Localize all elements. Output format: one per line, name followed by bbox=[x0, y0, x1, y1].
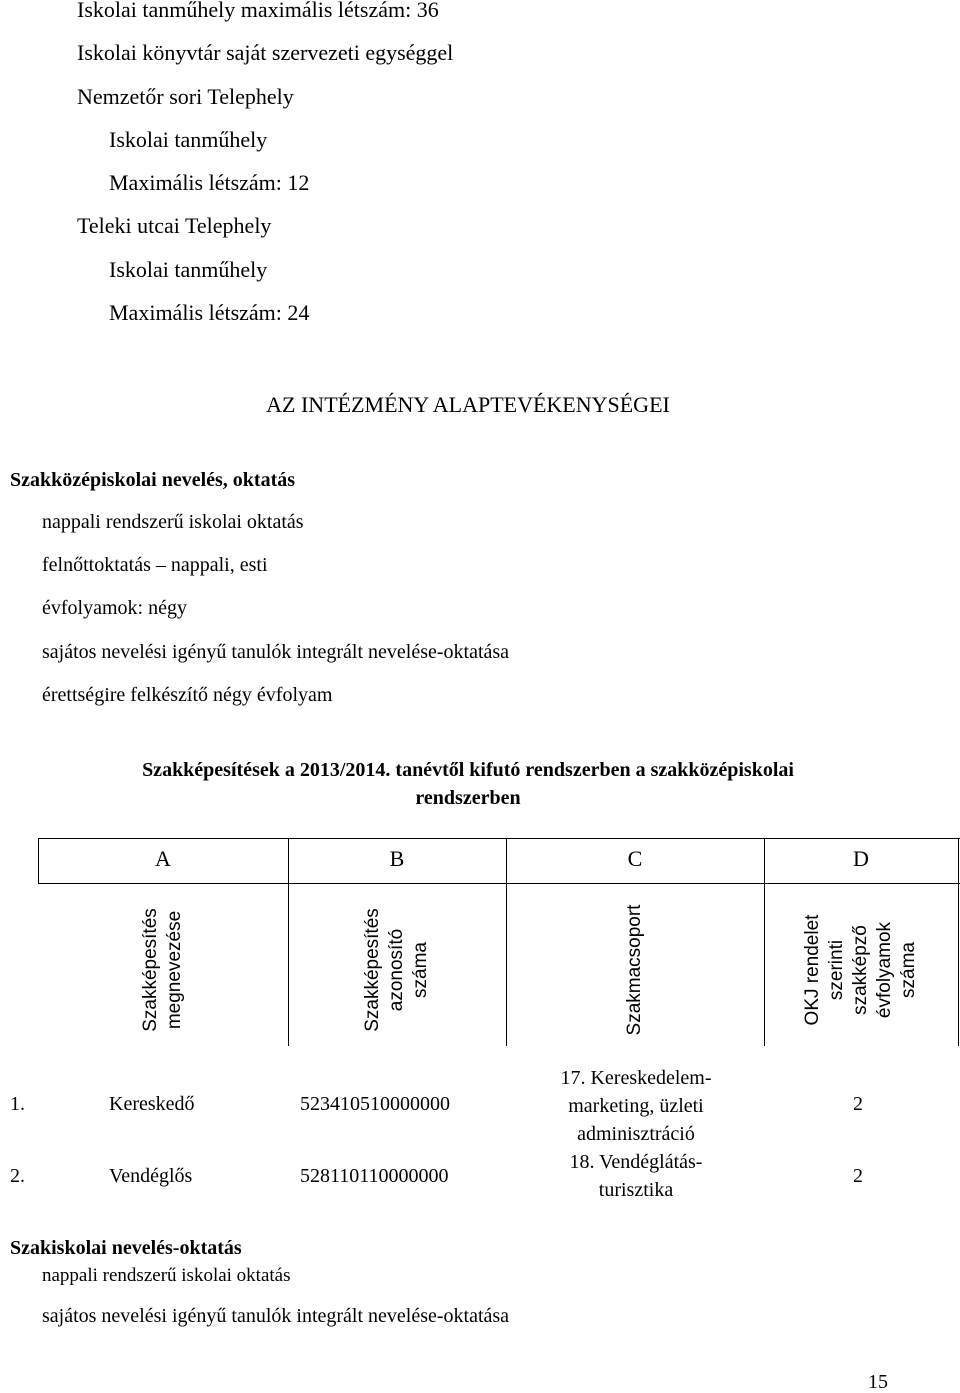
szakiskola-item: nappali rendszerű iskolai oktatás bbox=[42, 1265, 291, 1286]
qualification-id: 523410510000000 bbox=[300, 1093, 450, 1115]
szakkozep-item: évfolyamok: négy bbox=[42, 597, 187, 619]
header-qualification-name: Szakképesítés megnevezése bbox=[140, 908, 185, 1032]
szakkozep-item: felnőttoktatás – nappali, esti bbox=[42, 554, 268, 576]
qualification-name: Vendéglős bbox=[109, 1165, 193, 1187]
szakiskola-item: sajátos nevelési igényű tanulók integrált nevelése-oktatása bbox=[42, 1305, 510, 1327]
szakkozep-item: sajátos nevelési igényű tanulók integrált nevelése-oktatása bbox=[42, 641, 510, 663]
intro-line: Maximális létszám: 12 bbox=[109, 170, 310, 195]
header-qualification-id: Szakképesítés azonosító száma bbox=[362, 908, 431, 1032]
intro-line: Iskolai tanműhely bbox=[109, 127, 268, 152]
sector-group: 17. Kereskedelem- marketing, üzleti adminisztráció bbox=[560, 1067, 712, 1145]
column-letter: B bbox=[389, 846, 405, 871]
szakkozep-item: érettségire felkészítő négy évfolyam bbox=[42, 684, 333, 706]
sector-group: 18. Vendéglátás- turisztika bbox=[569, 1151, 703, 1201]
section-title: AZ INTÉZMÉNY ALAPTEVÉKENYSÉGEI bbox=[266, 392, 670, 417]
szakkozep-heading: Szakközépiskolai nevelés, oktatás bbox=[10, 469, 296, 491]
szakkozep-item: nappali rendszerű iskolai oktatás bbox=[42, 511, 304, 533]
intro-line: Iskolai tanműhely bbox=[109, 257, 268, 282]
column-letter: A bbox=[155, 846, 171, 871]
szakiskola-heading: Szakiskolai nevelés-oktatás bbox=[10, 1237, 242, 1259]
header-okj-years: OKJ rendelet szerinti szakképző évfolyamok száma bbox=[802, 914, 919, 1026]
qualification-name: Kereskedő bbox=[109, 1093, 195, 1115]
years-count: 2 bbox=[853, 1165, 863, 1187]
row-number: 1. bbox=[10, 1093, 25, 1115]
header-sector-group: Szakmacsoport bbox=[624, 904, 645, 1036]
years-count: 2 bbox=[853, 1093, 863, 1115]
intro-line: Maximális létszám: 24 bbox=[109, 300, 310, 325]
table-title: rendszerben bbox=[415, 787, 521, 809]
row-number: 2. bbox=[10, 1165, 25, 1187]
column-letter: C bbox=[627, 846, 643, 871]
qualification-id: 528110110000000 bbox=[300, 1165, 449, 1187]
intro-line: Iskolai könyvtár saját szervezeti egységgel bbox=[77, 40, 454, 65]
column-letter: D bbox=[853, 846, 869, 871]
table-title: Szakképesítések a 2013/2014. tanévtől kifutó rendszerben a szakközépiskolai bbox=[142, 759, 794, 781]
page-number: 15 bbox=[868, 1371, 888, 1393]
intro-line: Teleki utcai Telephely bbox=[77, 213, 272, 238]
intro-line: Nemzetőr sori Telephely bbox=[77, 84, 294, 109]
intro-line: Iskolai tanműhely maximális létszám: 36 bbox=[77, 0, 439, 22]
qualifications-table bbox=[0, 838, 960, 1214]
